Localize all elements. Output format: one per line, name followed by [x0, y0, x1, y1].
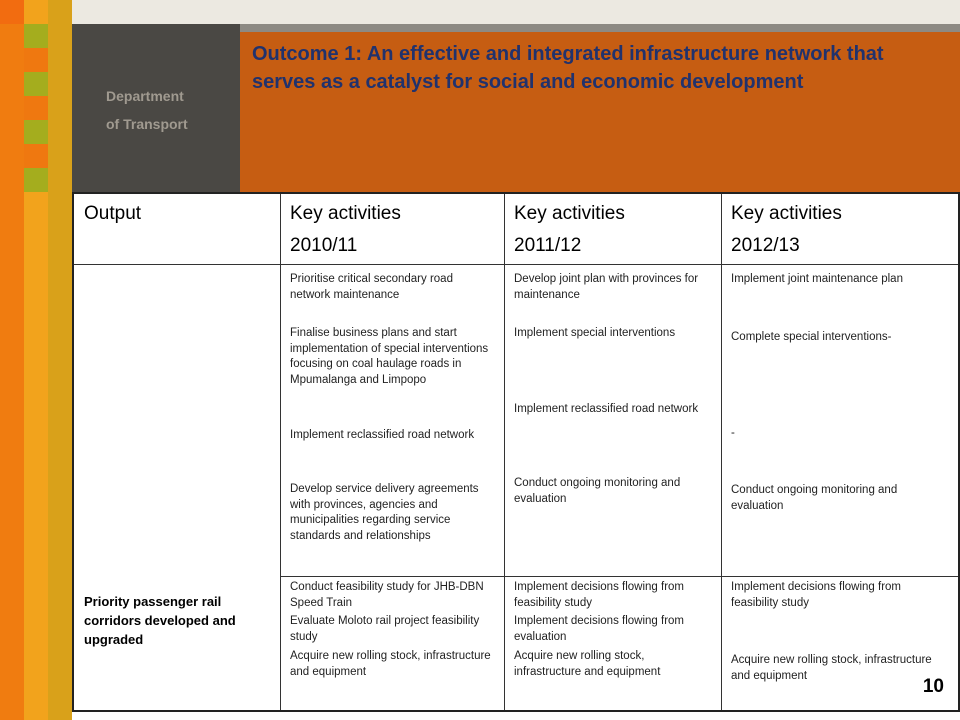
activity-text: Evaluate Moloto rail project feasibility study	[290, 615, 480, 643]
decor-square	[24, 144, 48, 168]
decor-square	[24, 120, 48, 144]
activity-text: Acquire new rolling stock, infrastructure and equipment	[290, 650, 491, 678]
header-output: Output	[84, 203, 142, 224]
activities-table	[72, 192, 960, 712]
activity-text: Implement special interventions	[514, 327, 676, 339]
header-row-divider	[74, 264, 958, 265]
activity-text: Acquire new rolling stock, infrastructure and equipment	[731, 654, 932, 682]
output-label: Priority passenger rail corridors developed and upgraded	[84, 594, 236, 647]
column-divider	[504, 194, 505, 710]
activity-text: -	[731, 427, 735, 439]
header-divider	[240, 24, 960, 32]
activity-text: Finalise business plans and start implementation of special interventions focusing on coal haulage roads in Mpumalanga and Limpopo	[290, 327, 489, 386]
activity-text: Develop service delivery agreements with provinces, agencies and municipalities regarding service standards and relationships	[290, 483, 479, 542]
activity-text: Implement reclassified road network	[290, 429, 475, 441]
activity-text: Prioritise critical secondary road network maintenance	[290, 273, 453, 301]
header-year: 2012/13	[731, 235, 800, 256]
header-key-activities-2012	[731, 198, 842, 262]
slide-title: Outcome 1: An effective and integrated infrastructure network that serves as a catalyst for social and economic development	[252, 43, 884, 93]
header-year: 2010/11	[290, 235, 358, 256]
department-line-2: of Transport	[106, 116, 188, 132]
activity-text: Complete special interventions-	[731, 331, 892, 343]
decor-square	[24, 24, 48, 48]
header-year: 2011/12	[514, 235, 582, 256]
header-key-activities-2011	[514, 198, 625, 262]
activity-text: Conduct ongoing monitoring and evaluation	[514, 477, 681, 505]
activity-text: Implement decisions flowing from feasibility study	[731, 581, 902, 609]
header-label: Key activities	[290, 203, 401, 224]
header-key-activities-2010	[290, 198, 401, 262]
decor-square	[24, 96, 48, 120]
activity-text: Implement decisions flowing from feasibility study	[514, 581, 685, 609]
department-label	[106, 82, 236, 138]
top-bar	[72, 0, 960, 24]
decor-square	[24, 48, 48, 72]
department-line-1: Department	[106, 88, 184, 104]
decor-square	[24, 72, 48, 96]
header-label: Key activities	[731, 203, 842, 224]
header-label: Key activities	[514, 203, 625, 224]
decor-square	[0, 0, 24, 24]
column-divider	[721, 194, 722, 710]
activity-text: Implement joint maintenance plan	[731, 273, 903, 285]
page-number: 10	[922, 676, 944, 697]
activity-text: Conduct feasibility study for JHB-DBN Speed Train	[290, 581, 484, 609]
activity-text: Conduct ongoing monitoring and evaluation	[731, 484, 898, 512]
activity-text: Acquire new rolling stock, infrastructure and equipment	[514, 650, 661, 678]
decor-square	[24, 168, 48, 192]
activity-text: Develop joint plan with provinces for maintenance	[514, 273, 699, 301]
activity-text: Implement decisions flowing from evaluation	[514, 615, 685, 643]
column-divider	[280, 194, 281, 710]
decor-stripe-orange	[0, 0, 24, 720]
decor-stripe-gold	[48, 0, 72, 720]
row-divider	[280, 576, 958, 577]
activity-text: Implement reclassified road network	[514, 403, 699, 415]
